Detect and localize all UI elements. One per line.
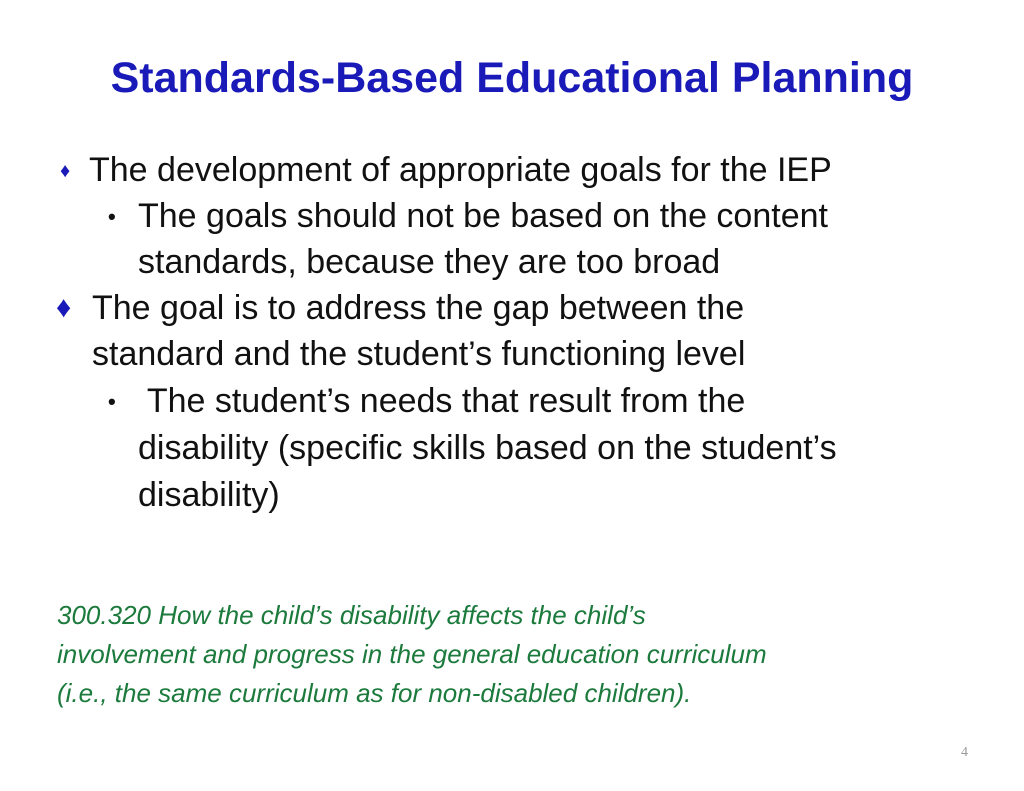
diamond-bullet-icon: ♦: [56, 291, 72, 324]
sub-bullet-text-line: The student’s needs that result from the: [138, 382, 746, 420]
bullet-text-line: standard and the student’s functioning level: [92, 335, 746, 373]
sub-bullet-text-line: standards, because they are too broad: [138, 243, 721, 281]
citation-line: 300.320 How the child’s disability affects the child’s: [57, 600, 646, 630]
bullet-text-line: The development of appropriate goals for the IEP: [89, 151, 832, 189]
sub-bullet-text-line: The goals should not be based on the content: [138, 197, 828, 235]
dot-bullet-icon: •: [108, 204, 116, 229]
diamond-bullet-icon: ♦: [60, 160, 71, 182]
page-number: 4: [961, 745, 968, 760]
sub-bullet-text-line: disability (specific skills based on the student’s: [138, 429, 837, 467]
dot-bullet-icon: •: [108, 389, 116, 414]
sub-bullet-text-line: disability): [138, 476, 280, 514]
citation-line: (i.e., the same curriculum as for non-disabled children).: [57, 678, 692, 708]
bullet-text-line: The goal is to address the gap between the: [92, 289, 745, 327]
slide-title: Standards-Based Educational Planning: [110, 54, 914, 102]
citation-line: involvement and progress in the general education curriculum: [57, 639, 767, 669]
